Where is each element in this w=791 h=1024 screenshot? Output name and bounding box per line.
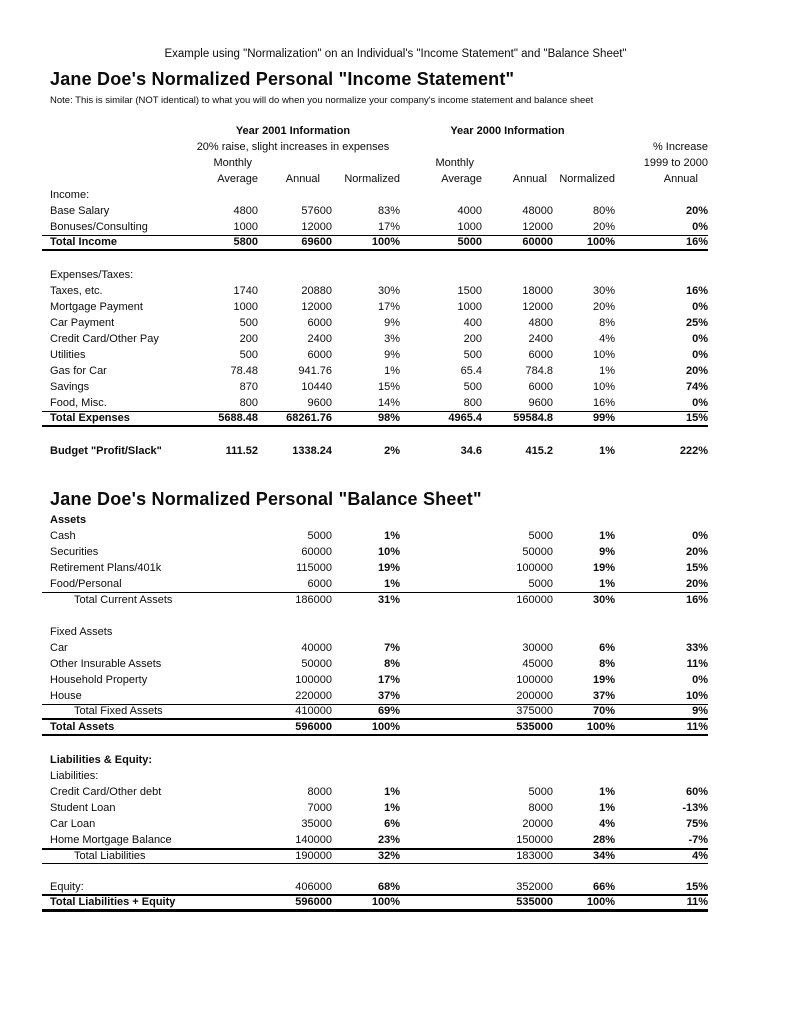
cell: 32% <box>377 850 400 862</box>
cell: 100% <box>371 236 400 248</box>
cell: 16% <box>685 594 708 606</box>
row-label: Cash <box>50 529 76 542</box>
cell: 16% <box>592 396 615 409</box>
cell: 100% <box>586 236 615 248</box>
spacer-row <box>42 736 708 752</box>
cell: 50000 <box>522 545 553 558</box>
spacer-row <box>42 251 708 267</box>
row-total-current-assets <box>42 592 708 608</box>
cell: 200000 <box>516 689 553 702</box>
header-year-2000: Year 2000 Information <box>450 124 565 137</box>
cell: -7% <box>688 833 708 846</box>
cell: 406000 <box>295 880 332 893</box>
cell: 20% <box>592 300 615 313</box>
section-income <box>42 187 708 203</box>
cell: 9% <box>692 705 708 717</box>
header-row-columns <box>42 171 708 187</box>
section-fixed-assets <box>42 624 708 640</box>
cell: 535000 <box>516 896 553 908</box>
cell: 60000 <box>301 545 332 558</box>
row-retirement-plans <box>42 560 708 576</box>
cell: 69600 <box>301 236 332 248</box>
cell: 69% <box>377 705 400 717</box>
cell: 48000 <box>522 204 553 217</box>
section-expenses <box>42 267 708 283</box>
cell: 4% <box>692 850 708 862</box>
cell: 1% <box>599 785 615 798</box>
row-car-payment <box>42 315 708 331</box>
cell: 17% <box>377 220 400 233</box>
cell: 100000 <box>295 673 332 686</box>
cell: 99% <box>592 412 615 424</box>
cell: 150000 <box>516 833 553 846</box>
cell: 5688.48 <box>218 412 258 424</box>
cell: 111.52 <box>225 444 258 457</box>
cell: 596000 <box>295 720 332 733</box>
row-label: Car Payment <box>50 316 115 329</box>
cell: 1% <box>384 577 400 590</box>
cell: 5800 <box>233 236 258 248</box>
row-label: Bonuses/Consulting <box>50 220 148 233</box>
cell: 0% <box>692 396 708 409</box>
cell: 7% <box>384 641 400 654</box>
row-label: Total Assets <box>50 720 115 733</box>
cell: 28% <box>592 833 615 846</box>
cell: 100% <box>586 896 615 908</box>
row-savings <box>42 379 708 395</box>
cell: 12000 <box>522 220 553 233</box>
cell: 74% <box>685 380 708 393</box>
cell: 6000 <box>307 316 332 329</box>
cell: 941.76 <box>298 364 332 377</box>
header-normalized-2000: Normalized <box>559 172 615 185</box>
row-label: Equity: <box>50 880 84 893</box>
header-annual-2001: Annual <box>285 172 320 185</box>
cell: 222% <box>679 444 708 457</box>
row-label: Credit Card/Other Pay <box>50 332 159 345</box>
spacer-row <box>42 608 708 624</box>
cell: 78.48 <box>230 364 258 377</box>
balance-sheet-table <box>42 512 708 912</box>
row-label: Food/Personal <box>50 577 122 590</box>
cell: 500 <box>239 316 258 329</box>
cell: 10440 <box>301 380 332 393</box>
header-annual-increase: Annual <box>663 172 698 185</box>
cell: 50000 <box>301 657 332 670</box>
cell: 870 <box>239 380 258 393</box>
cell: 12000 <box>301 220 332 233</box>
income-statement-title: Jane Doe's Normalized Personal "Income Statement" <box>50 69 515 89</box>
cell: 37% <box>592 689 615 702</box>
cell: 40000 <box>301 641 332 654</box>
cell: 30000 <box>522 641 553 654</box>
cell: 1% <box>599 529 615 542</box>
cell: 1338.24 <box>292 444 332 457</box>
cell: 30% <box>592 284 615 297</box>
cell: 2400 <box>307 332 332 345</box>
header-row-note <box>42 139 708 155</box>
cell: 100% <box>371 720 400 733</box>
cell: 1% <box>384 785 400 798</box>
cell: 200 <box>463 332 482 345</box>
cell: 20% <box>685 204 708 217</box>
section-label: Income: <box>50 188 90 201</box>
cell: 19% <box>592 673 615 686</box>
cell: 20880 <box>301 284 332 297</box>
cell: 1% <box>384 801 400 814</box>
cell: 800 <box>239 396 258 409</box>
cell: 186000 <box>295 594 332 606</box>
cell: 8% <box>599 657 615 670</box>
cell: 30% <box>377 284 400 297</box>
cell: 6000 <box>528 348 553 361</box>
cell: 15% <box>685 412 708 424</box>
cell: 1000 <box>233 220 258 233</box>
row-label: Car <box>50 641 68 654</box>
row-other-insurable-assets <box>42 656 708 672</box>
cell: 0% <box>692 300 708 313</box>
row-label: Total Liabilities + Equity <box>50 896 176 908</box>
cell: 4800 <box>233 204 258 217</box>
cell: 68% <box>377 880 400 893</box>
section-liabilities-equity <box>42 752 708 768</box>
cell: 3% <box>384 332 400 345</box>
cell: 4% <box>599 332 615 345</box>
cell: 1% <box>384 529 400 542</box>
cell: 5000 <box>528 785 553 798</box>
cell: 0% <box>692 348 708 361</box>
cell: 37% <box>377 689 400 702</box>
cell: 10% <box>377 545 400 558</box>
section-label: Liabilities & Equity: <box>50 753 153 766</box>
section-label: Assets <box>50 513 87 526</box>
cell: 20% <box>685 545 708 558</box>
row-label: House <box>50 689 82 702</box>
row-label: Base Salary <box>50 204 110 217</box>
row-label: Food, Misc. <box>50 396 107 409</box>
row-label: Securities <box>50 545 99 558</box>
cell: 45000 <box>522 657 553 670</box>
row-label: Total Income <box>50 236 118 248</box>
cell: 140000 <box>295 833 332 846</box>
cell: 1% <box>384 364 400 377</box>
section-label: Expenses/Taxes: <box>50 268 134 281</box>
cell: 65.4 <box>460 364 482 377</box>
header-raise-note: 20% raise, slight increases in expenses <box>196 140 390 153</box>
cell: 10% <box>592 348 615 361</box>
cell: 17% <box>377 300 400 313</box>
cell: 34% <box>592 850 615 862</box>
cell: 0% <box>692 220 708 233</box>
row-label: Total Liabilities <box>74 850 146 862</box>
cell: 500 <box>463 348 482 361</box>
row-household-property <box>42 672 708 688</box>
row-label: Household Property <box>50 673 148 686</box>
row-total-liabilities-equity <box>42 896 708 912</box>
cell: 800 <box>463 396 482 409</box>
row-house <box>42 688 708 704</box>
cell: 6000 <box>528 380 553 393</box>
row-food-personal <box>42 576 708 592</box>
row-label: Budget "Profit/Slack" <box>50 444 162 457</box>
cell: 190000 <box>295 850 332 862</box>
cell: 6% <box>599 641 615 654</box>
cell: 20000 <box>522 817 553 830</box>
header-monthly-2000: Monthly <box>435 156 474 169</box>
cell: 15% <box>377 380 400 393</box>
row-total-income <box>42 235 708 251</box>
row-food-misc <box>42 395 708 411</box>
cell: -13% <box>682 801 708 814</box>
income-statement-note: Note: This is similar (NOT identical) to what you will do when you normalize your company's income statement and balance sheet <box>50 95 594 106</box>
cell: 6% <box>384 817 400 830</box>
row-home-mortgage-balance <box>42 832 708 848</box>
row-label: Gas for Car <box>50 364 107 377</box>
row-credit-card-pay <box>42 331 708 347</box>
cell: 784.8 <box>525 364 553 377</box>
cell: 11% <box>686 896 708 908</box>
cell: 100% <box>586 720 615 733</box>
row-label: Total Current Assets <box>74 594 173 606</box>
cell: 12000 <box>522 300 553 313</box>
cell: 4965.4 <box>448 412 482 424</box>
cell: 66% <box>592 880 615 893</box>
cell: 11% <box>686 657 708 670</box>
cell: 183000 <box>516 850 553 862</box>
cell: 12000 <box>301 300 332 313</box>
cell: 34.6 <box>460 444 482 457</box>
row-total-expenses <box>42 411 708 427</box>
cell: 500 <box>463 380 482 393</box>
row-total-liabilities <box>42 848 708 864</box>
cell: 410000 <box>295 705 332 717</box>
section-label: Liabilities: <box>50 769 99 782</box>
row-utilities <box>42 347 708 363</box>
cell: 5000 <box>307 529 332 542</box>
row-label: Taxes, etc. <box>50 284 103 297</box>
cell: 6000 <box>307 348 332 361</box>
cell: 17% <box>377 673 400 686</box>
cell: 0% <box>692 673 708 686</box>
cell: 31% <box>377 594 400 606</box>
cell: 8000 <box>307 785 332 798</box>
cell: 0% <box>692 529 708 542</box>
cell: 415.2 <box>525 444 553 457</box>
cell: 1500 <box>457 284 482 297</box>
cell: 1% <box>599 444 615 457</box>
header-average-2000: Average <box>441 172 482 185</box>
cell: 33% <box>685 641 708 654</box>
cell: 30% <box>592 594 615 606</box>
row-label: Retirement Plans/401k <box>50 561 162 574</box>
cell: 70% <box>592 705 615 717</box>
header-annual-2000: Annual <box>512 172 547 185</box>
row-label: Total Expenses <box>50 412 130 424</box>
cell: 19% <box>377 561 400 574</box>
cell: 57600 <box>301 204 332 217</box>
cell: 9% <box>599 545 615 558</box>
row-car <box>42 640 708 656</box>
cell: 352000 <box>516 880 553 893</box>
row-label: Home Mortgage Balance <box>50 833 172 846</box>
cell: 100000 <box>516 561 553 574</box>
header-pct-range: 1999 to 2000 <box>643 156 708 169</box>
cell: 1740 <box>233 284 258 297</box>
cell: 115000 <box>296 561 332 574</box>
row-gas-for-car <box>42 363 708 379</box>
row-label: Mortgage Payment <box>50 300 143 313</box>
cell: 19% <box>592 561 615 574</box>
row-bonuses-consulting <box>42 219 708 235</box>
row-cash <box>42 528 708 544</box>
cell: 8% <box>599 316 615 329</box>
cell: 500 <box>239 348 258 361</box>
row-label: Student Loan <box>50 801 116 814</box>
cell: 1% <box>599 577 615 590</box>
cell: 20% <box>685 364 708 377</box>
cell: 18000 <box>522 284 553 297</box>
cell: 9% <box>384 316 400 329</box>
cell: 1000 <box>233 300 258 313</box>
row-base-salary <box>42 203 708 219</box>
cell: 220000 <box>295 689 332 702</box>
row-label: Credit Card/Other debt <box>50 785 162 798</box>
cell: 8% <box>384 657 400 670</box>
cell: 7000 <box>307 801 332 814</box>
row-student-loan <box>42 800 708 816</box>
page-caption: Example using "Normalization" on an Individual's "Income Statement" and "Balance Sheet" <box>164 48 627 60</box>
row-credit-card-debt <box>42 784 708 800</box>
section-liabilities <box>42 768 708 784</box>
row-car-loan <box>42 816 708 832</box>
cell: 375000 <box>516 705 553 717</box>
header-monthly-2001: Monthly <box>213 156 252 169</box>
row-label: Savings <box>50 380 90 393</box>
balance-sheet-title: Jane Doe's Normalized Personal "Balance Sheet" <box>50 489 482 509</box>
cell: 100000 <box>516 673 553 686</box>
cell: 160000 <box>516 594 553 606</box>
row-total-fixed-assets <box>42 704 708 720</box>
cell: 83% <box>377 204 400 217</box>
cell: 80% <box>592 204 615 217</box>
cell: 75% <box>685 817 708 830</box>
row-label: Other Insurable Assets <box>50 657 162 670</box>
cell: 59584.8 <box>513 412 553 424</box>
income-statement-table <box>42 123 708 459</box>
cell: 16% <box>685 284 708 297</box>
cell: 60000 <box>522 236 553 248</box>
spacer-row <box>42 864 708 880</box>
cell: 9% <box>384 348 400 361</box>
cell: 25% <box>685 316 708 329</box>
row-total-assets <box>42 720 708 736</box>
cell: 68261.76 <box>286 412 332 424</box>
cell: 20% <box>592 220 615 233</box>
row-label: Car Loan <box>50 817 96 830</box>
cell: 98% <box>377 412 400 424</box>
header-year-2001: Year 2001 Information <box>235 124 351 137</box>
header-pct-increase: % Increase <box>652 140 708 153</box>
header-row-year <box>42 123 708 139</box>
cell: 35000 <box>301 817 332 830</box>
cell: 23% <box>377 833 400 846</box>
cell: 4000 <box>457 204 482 217</box>
row-taxes <box>42 283 708 299</box>
cell: 15% <box>685 880 708 893</box>
row-securities <box>42 544 708 560</box>
row-equity <box>42 880 708 896</box>
cell: 5000 <box>528 529 553 542</box>
cell: 1000 <box>457 300 482 313</box>
cell: 1% <box>599 364 615 377</box>
row-label: Total Fixed Assets <box>74 705 163 717</box>
cell: 16% <box>685 236 708 248</box>
cell: 5000 <box>528 577 553 590</box>
cell: 100% <box>371 896 400 908</box>
cell: 6000 <box>307 577 332 590</box>
row-budget-profit-slack <box>42 443 708 459</box>
cell: 60% <box>685 785 708 798</box>
row-mortgage-payment <box>42 299 708 315</box>
cell: 2400 <box>528 332 553 345</box>
cell: 20% <box>685 577 708 590</box>
cell: 4% <box>599 817 615 830</box>
row-label: Utilities <box>50 348 86 361</box>
cell: 200 <box>239 332 258 345</box>
cell: 2% <box>384 444 400 457</box>
cell: 8000 <box>528 801 553 814</box>
cell: 400 <box>463 316 482 329</box>
header-normalized-2001: Normalized <box>344 172 400 185</box>
cell: 1000 <box>457 220 482 233</box>
cell: 535000 <box>516 720 553 733</box>
section-assets <box>42 512 708 528</box>
cell: 11% <box>686 720 708 733</box>
header-average-2001: Average <box>217 172 258 185</box>
cell: 4800 <box>528 316 553 329</box>
cell: 0% <box>692 332 708 345</box>
cell: 5000 <box>457 236 482 248</box>
cell: 10% <box>685 689 708 702</box>
cell: 1% <box>599 801 615 814</box>
cell: 9600 <box>528 396 553 409</box>
section-label: Fixed Assets <box>50 625 113 638</box>
cell: 10% <box>592 380 615 393</box>
header-row-monthly <box>42 155 708 171</box>
spacer-row <box>42 427 708 443</box>
cell: 15% <box>685 561 708 574</box>
cell: 14% <box>377 396 400 409</box>
cell: 9600 <box>307 396 332 409</box>
cell: 596000 <box>295 896 332 908</box>
